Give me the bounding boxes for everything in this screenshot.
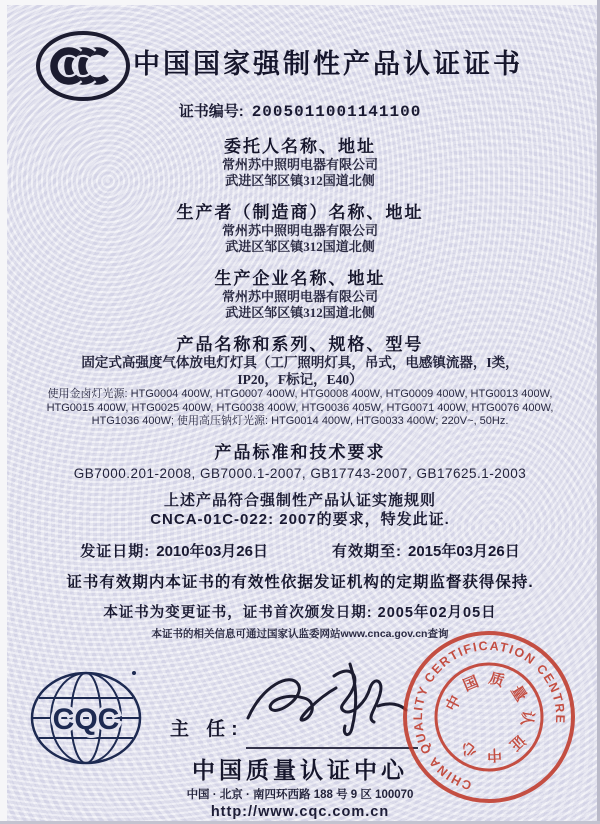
manufacturer-address: 武进区邹区镇312国道北侧 — [225, 239, 375, 254]
issue-date-label: 发证日期: — [80, 542, 151, 560]
statement-line1: 上述产品符合强制性产品认证实施规则 — [163, 491, 436, 509]
product-models-line1: 使用金卤灯光源: HTG0004 400W, HTG0007 400W, HTG0008 400W, HTG0009 400W, HTG0013 400W, — [47, 388, 553, 400]
manufacturer-company: 常州苏中照明电器有限公司 — [221, 223, 378, 238]
footer — [0, 628, 600, 824]
producer-address: 武进区邹区镇312国道北侧 — [225, 305, 375, 320]
statement-line2: CNCA-01C-022: 2007的要求，特发此证. — [150, 510, 450, 528]
svg-text:中国质量认证中心 — [443, 669, 537, 764]
certificate-number-label: 证书编号: — [178, 103, 244, 120]
validity-note: 证书有效期内本证书的有效性依据发证机构的定期监督获得保持. — [66, 573, 534, 591]
applicant-company: 常州苏中照明电器有限公司 — [221, 157, 378, 172]
change-note: 本证书为变更证书，证书首次颁发日期: 2005年02月05日 — [103, 604, 497, 621]
org-name: 中国质量认证中心 — [192, 757, 408, 783]
applicant-address: 武进区邹区镇312国道北侧 — [225, 173, 375, 188]
ccc-mark-icon — [33, 26, 133, 106]
product-models-line2: HTG0015 400W, HTG0025 400W, HTG0038 400W, HTG0036 405W, HTG0071 400W, HTG0076 400W, — [46, 401, 554, 414]
valid-until-label: 有效期至: — [332, 542, 402, 560]
product-models-line3: HTG1036 400W; 使用高压钠灯光源: HTG0014 400W, HTG0033 400W; 220V~, 50Hz. — [91, 415, 509, 427]
producer-header: 生产企业名称、地址 — [214, 269, 386, 288]
product-header: 产品名称和系列、规格、型号 — [176, 335, 424, 354]
issue-date-group — [80, 540, 268, 561]
product-name-line1: 固定式高强度气体放电灯灯具（工厂照明灯具，吊式，电感镇流器，I类， — [81, 355, 519, 370]
product-name-line2: IP20，F标记，E40） — [237, 371, 363, 387]
producer-company: 常州苏中照明电器有限公司 — [221, 289, 378, 304]
standards-list: GB7000.201-2008, GB7000.1-2007, GB17743-2007, GB17625.1-2003 — [73, 465, 527, 481]
seal-outer-text: CHINA QUALITY CERTIFICATION CENTRE — [411, 638, 568, 793]
dates-row — [0, 540, 600, 561]
seal-inner-text: 中国质量认证中心 — [442, 669, 537, 764]
manufacturer-header: 生产者（制造商）名称、地址 — [176, 203, 424, 222]
info-note: 本证书的相关信息可通过国家认监委网站www.cnca.gov.cn查询 — [151, 627, 449, 640]
applicant-header: 委托人名称、地址 — [224, 137, 376, 156]
org-address: 中国 · 北京 · 南四环西路 188 号 9 区 100070 — [186, 789, 414, 801]
red-seal-stamp — [400, 628, 578, 806]
signature-line — [246, 747, 418, 749]
director-label: 主 任: — [170, 719, 244, 740]
certificate-title: 中国国家强制性产品认证证书 — [133, 49, 523, 79]
scan-edge-top — [0, 0, 600, 5]
certificate-number-value: 2005011001141100 — [251, 103, 422, 121]
cqc-logo-text: CQC — [52, 703, 120, 736]
valid-until-value: 2015年03月26日 — [408, 542, 520, 560]
issue-date-value: 2010年03月26日 — [156, 542, 268, 560]
org-url: http://www.cqc.com.cn — [210, 804, 390, 820]
valid-until-group — [332, 540, 520, 561]
standards-header: 产品标准和技术要求 — [214, 442, 386, 462]
